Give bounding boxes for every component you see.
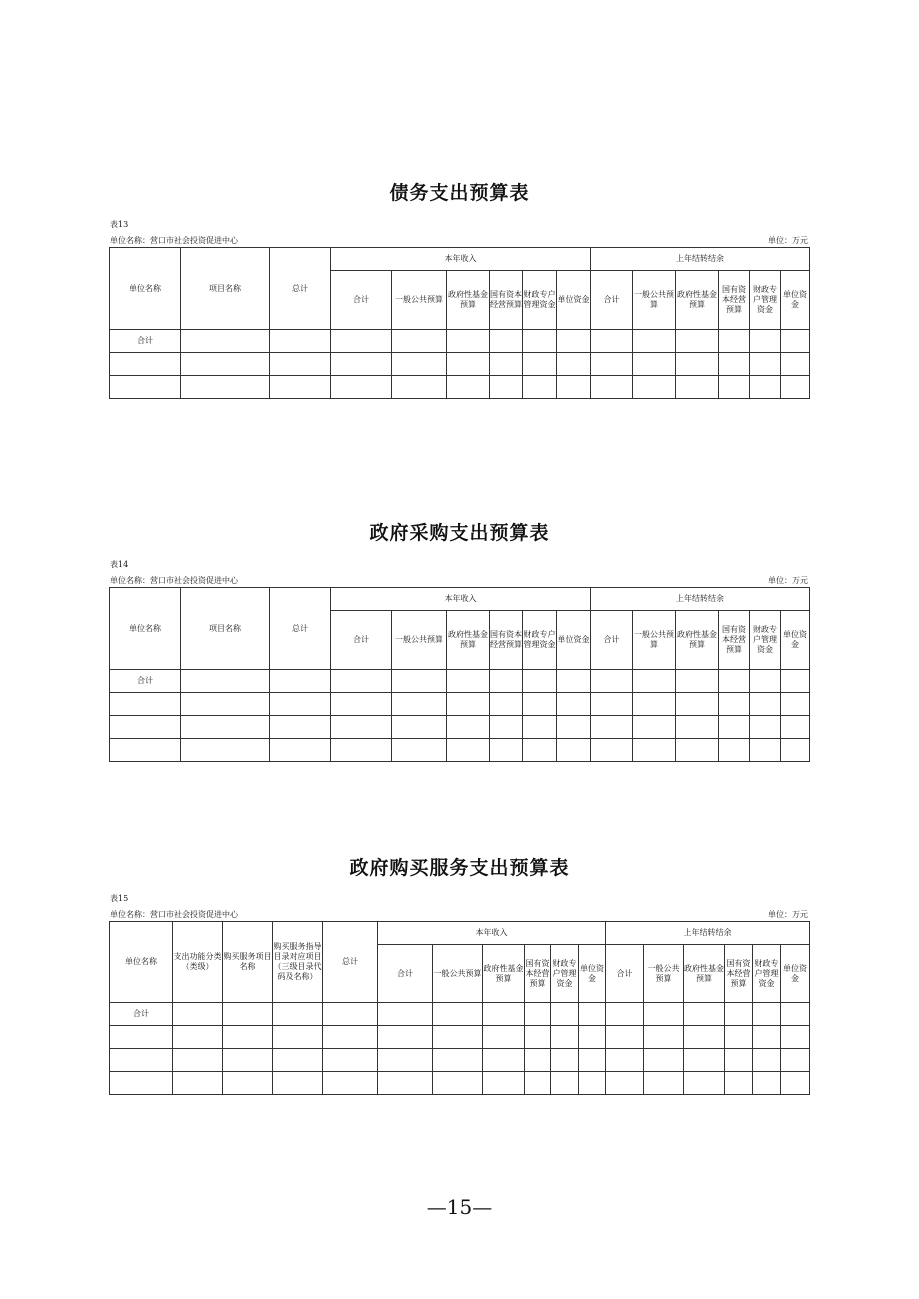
header-project-name: 项目名称 [181,588,270,670]
header-unit-funds: 单位资金 [557,611,591,670]
header-state-capital-budget: 国有资本经营预算 [490,611,523,670]
header-state-capital-budget: 国有资本经营预算 [725,945,753,1003]
table-row-total [110,670,810,693]
table-code: 表13 [110,220,129,229]
header-unit-funds: 单位资金 [781,945,810,1003]
header-general-budget: 一般公共预算 [633,611,676,670]
header-prior-year-balance: 上年结转结余 [591,588,810,611]
header-prior-year-balance: 上年结转结余 [606,922,810,945]
header-subtotal: 合计 [378,945,433,1003]
header-state-capital-budget: 国有资本经营预算 [719,611,750,670]
table-row [110,1049,810,1072]
header-subtotal: 合计 [331,611,392,670]
table-code: 表15 [110,894,129,903]
header-gov-fund-budget: 政府性基金预算 [447,611,490,670]
table-row [110,693,810,716]
table-code: 表14 [110,560,129,569]
header-special-account-funds: 财政专户管理资金 [551,945,579,1003]
header-subtotal: 合计 [606,945,644,1003]
header-current-year-income: 本年收入 [378,922,606,945]
header-general-budget: 一般公共预算 [644,945,684,1003]
header-state-capital-budget: 国有资本经营预算 [525,945,551,1003]
header-prior-year-balance: 上年结转结余 [591,248,810,271]
header-subtotal: 合计 [591,611,633,670]
org-name: 单位名称：营口市社会投资促进中心 [110,576,238,585]
header-subtotal: 合计 [331,271,392,330]
table-row [110,739,810,762]
header-unit-funds: 单位资金 [781,611,810,670]
header-general-budget: 一般公共预算 [392,611,447,670]
header-special-account-funds: 财政专户管理资金 [750,271,781,330]
header-special-account-funds: 财政专户管理资金 [523,271,557,330]
header-general-budget: 一般公共预算 [392,271,447,330]
header-total: 总计 [323,922,378,1003]
table-title: 政府采购支出预算表 [369,522,550,544]
gov-procurement-table [109,587,810,762]
header-function-class: 支出功能分类（类级） [173,922,223,1003]
header-general-budget: 一般公共预算 [433,945,483,1003]
header-unit-name: 单位名称 [110,248,181,330]
org-name: 单位名称：营口市社会投资促进中心 [110,910,238,919]
table-row [110,716,810,739]
table-title: 债务支出预算表 [389,182,530,204]
table-row [110,1072,810,1095]
header-current-year-income: 本年收入 [331,248,591,271]
table-row-total [110,330,810,353]
unit-label: 单位：万元 [768,236,808,245]
header-total: 总计 [270,248,331,330]
table-row [110,353,810,376]
header-special-account-funds: 财政专户管理资金 [750,611,781,670]
header-unit-funds: 单位资金 [557,271,591,330]
org-name: 单位名称：营口市社会投资促进中心 [110,236,238,245]
header-total: 总计 [270,588,331,670]
header-guide-catalog-item: 购买服务指导目录对应项目（三级目录代码及名称） [273,922,323,1003]
table-row-total [110,1003,810,1026]
header-general-budget: 一般公共预算 [633,271,676,330]
total-label: 合计 [110,330,181,353]
header-unit-name: 单位名称 [110,588,181,670]
header-gov-fund-budget: 政府性基金预算 [676,271,719,330]
header-special-account-funds: 财政专户管理资金 [523,611,557,670]
header-state-capital-budget: 国有资本经营预算 [719,271,750,330]
header-special-account-funds: 财政专户管理资金 [753,945,781,1003]
header-unit-funds: 单位资金 [781,271,810,330]
header-project-name: 项目名称 [181,248,270,330]
header-gov-fund-budget: 政府性基金预算 [447,271,490,330]
unit-label: 单位：万元 [768,910,808,919]
header-unit-name: 单位名称 [110,922,173,1003]
table-title: 政府购买服务支出预算表 [349,857,570,879]
header-service-project-name: 购买服务项目名称 [223,922,273,1003]
header-unit-funds: 单位资金 [579,945,606,1003]
header-subtotal: 合计 [591,271,633,330]
total-label: 合计 [110,1003,173,1026]
header-gov-fund-budget: 政府性基金预算 [684,945,725,1003]
header-current-year-income: 本年收入 [331,588,591,611]
table-row [110,376,810,399]
debt-expenditure-table [109,247,810,399]
table-row [110,1026,810,1049]
page-number: —15— [426,1195,493,1219]
unit-label: 单位：万元 [768,576,808,585]
header-gov-fund-budget: 政府性基金预算 [483,945,525,1003]
gov-service-purchase-table [109,921,810,1095]
header-gov-fund-budget: 政府性基金预算 [676,611,719,670]
total-label: 合计 [110,670,181,693]
header-state-capital-budget: 国有资本经营预算 [490,271,523,330]
